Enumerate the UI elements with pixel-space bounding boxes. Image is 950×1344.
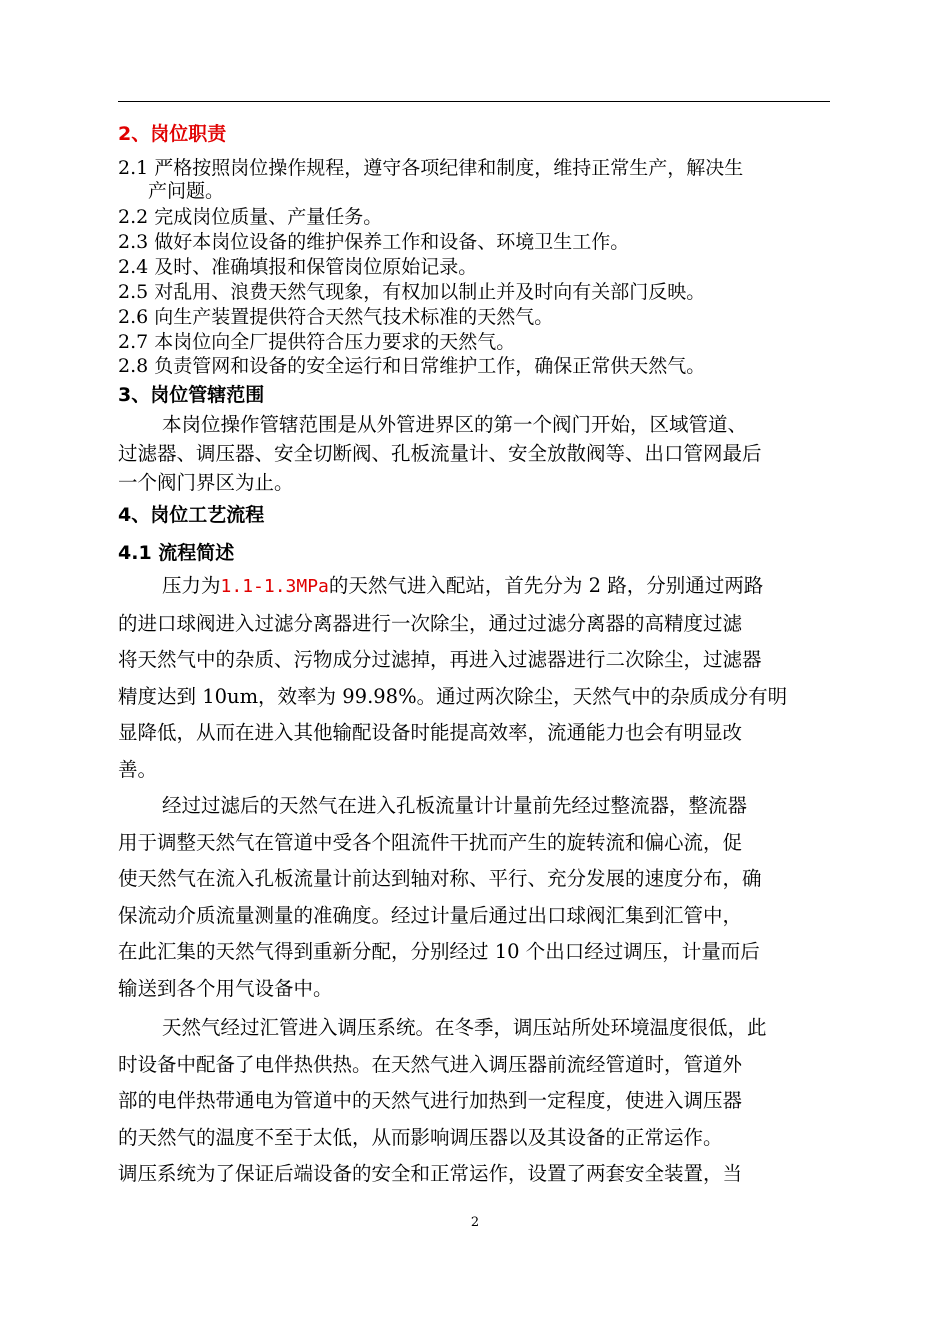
paragraph-line: 天然气经过汇管进入调压系统。在冬季，调压站所处环境温度很低，此 [162,1016,767,1039]
paragraph-line: 的天然气的温度不至于太低，从而影响调压器以及其设备的正常运作。 [118,1125,723,1149]
section-4-heading: 4、岗位工艺流程 [118,504,265,526]
duty-item-2-5: 2.5 对乱用、浪费天然气现象，有权加以制止并及时向有关部门反映。 [118,281,706,303]
paragraph-line: 调压系统为了保证后端设备的安全和正常运作，设置了两套安全装置，当 [118,1162,743,1185]
section-2-heading: 2、岗位职责 [118,123,227,145]
paragraph-line: 在此汇集的天然气得到重新分配，分别经过 10 个出口经过调压，计量而后 [118,940,760,963]
duty-item-2-6: 2.6 向生产装置提供符合天然气技术标准的天然气。 [118,306,554,328]
duty-item-2-4: 2.4 及时、准确填报和保管岗位原始记录。 [118,256,478,278]
duty-item-line: 2.1 严格按照岗位操作规程，遵守各项纪律和制度，维持正常生产，解决生 [118,157,744,179]
section-4-1-subheading: 4.1 流程简述 [118,542,235,564]
duty-item-2-8: 2.8 负责管网和设备的安全运行和日常维护工作，确保正常供天然气。 [118,355,706,377]
duty-item-2-2: 2.2 完成岗位质量、产量任务。 [118,206,383,228]
paragraph-line: 过滤器、调压器、安全切断阀、孔板流量计、安全放散阀等、出口管网最后 [118,442,762,465]
paragraph-line: 精度达到 10um，效率为 99.98%。通过两次除尘，天然气中的杂质成分有明 [118,684,788,708]
paragraph-line: 用于调整天然气在管道中受各个阻流件干扰而产生的旋转流和偏心流，促 [118,830,743,854]
paragraph-line [118,568,830,606]
paragraph-line: 本岗位操作管辖范围是从外管进界区的第一个阀门开始，区域管道、 [162,413,748,436]
paragraph-line: 时设备中配备了电伴热供热。在天然气进入调压器前流经管道时，管道外 [118,1052,743,1076]
process-paragraph-1 [118,568,830,788]
pressure-value: 1.1-1.3MPa [220,576,329,597]
paragraph-line: 输送到各个用气设备中。 [118,976,333,1000]
duty-item-2-1 [118,157,830,203]
section-3-paragraph [118,410,830,497]
duty-item-2-3: 2.3 做好本岗位设备的维护保养工作和设备、环境卫生工作。 [118,231,630,253]
paragraph-line: 将天然气中的杂质、污物成分过滤掉，再进入过滤器进行二次除尘，过滤器 [118,648,762,671]
duty-item-continuation: 产问题。 [148,180,225,202]
process-paragraph-3 [118,1010,830,1193]
page-number: 2 [470,1215,480,1230]
pressure-prefix: 压力为 [162,574,221,597]
process-paragraph-2 [118,788,830,1007]
paragraph-line: 经过过滤后的天然气在进入孔板流量计计量前先经过整流器，整流器 [162,794,748,817]
paragraph-line: 的进口球阀进入过滤分离器进行一次除尘，通过过滤分离器的高精度过滤 [118,611,743,635]
paragraph-line: 显降低，从而在进入其他输配设备时能提高效率，流通能力也会有明显改 [118,721,743,744]
header-rule [118,101,830,102]
section-3-heading: 3、岗位管辖范围 [118,384,265,406]
paragraph-line: 一个阀门界区为止。 [118,471,294,494]
pressure-suffix: 的天然气进入配站，首先分为 2 路，分别通过两路 [328,574,764,597]
duty-item-2-7: 2.7 本岗位向全厂提供符合压力要求的天然气。 [118,331,516,353]
paragraph-line: 部的电伴热带通电为管道中的天然气进行加热到一定程度，使进入调压器 [118,1089,743,1112]
paragraph-line: 使天然气在流入孔板流量计前达到轴对称、平行、充分发展的速度分布，确 [118,867,762,890]
paragraph-line: 保流动介质流量测量的准确度。经过计量后通过出口球阀汇集到汇管中， [118,903,743,927]
paragraph-line: 善。 [118,757,158,781]
